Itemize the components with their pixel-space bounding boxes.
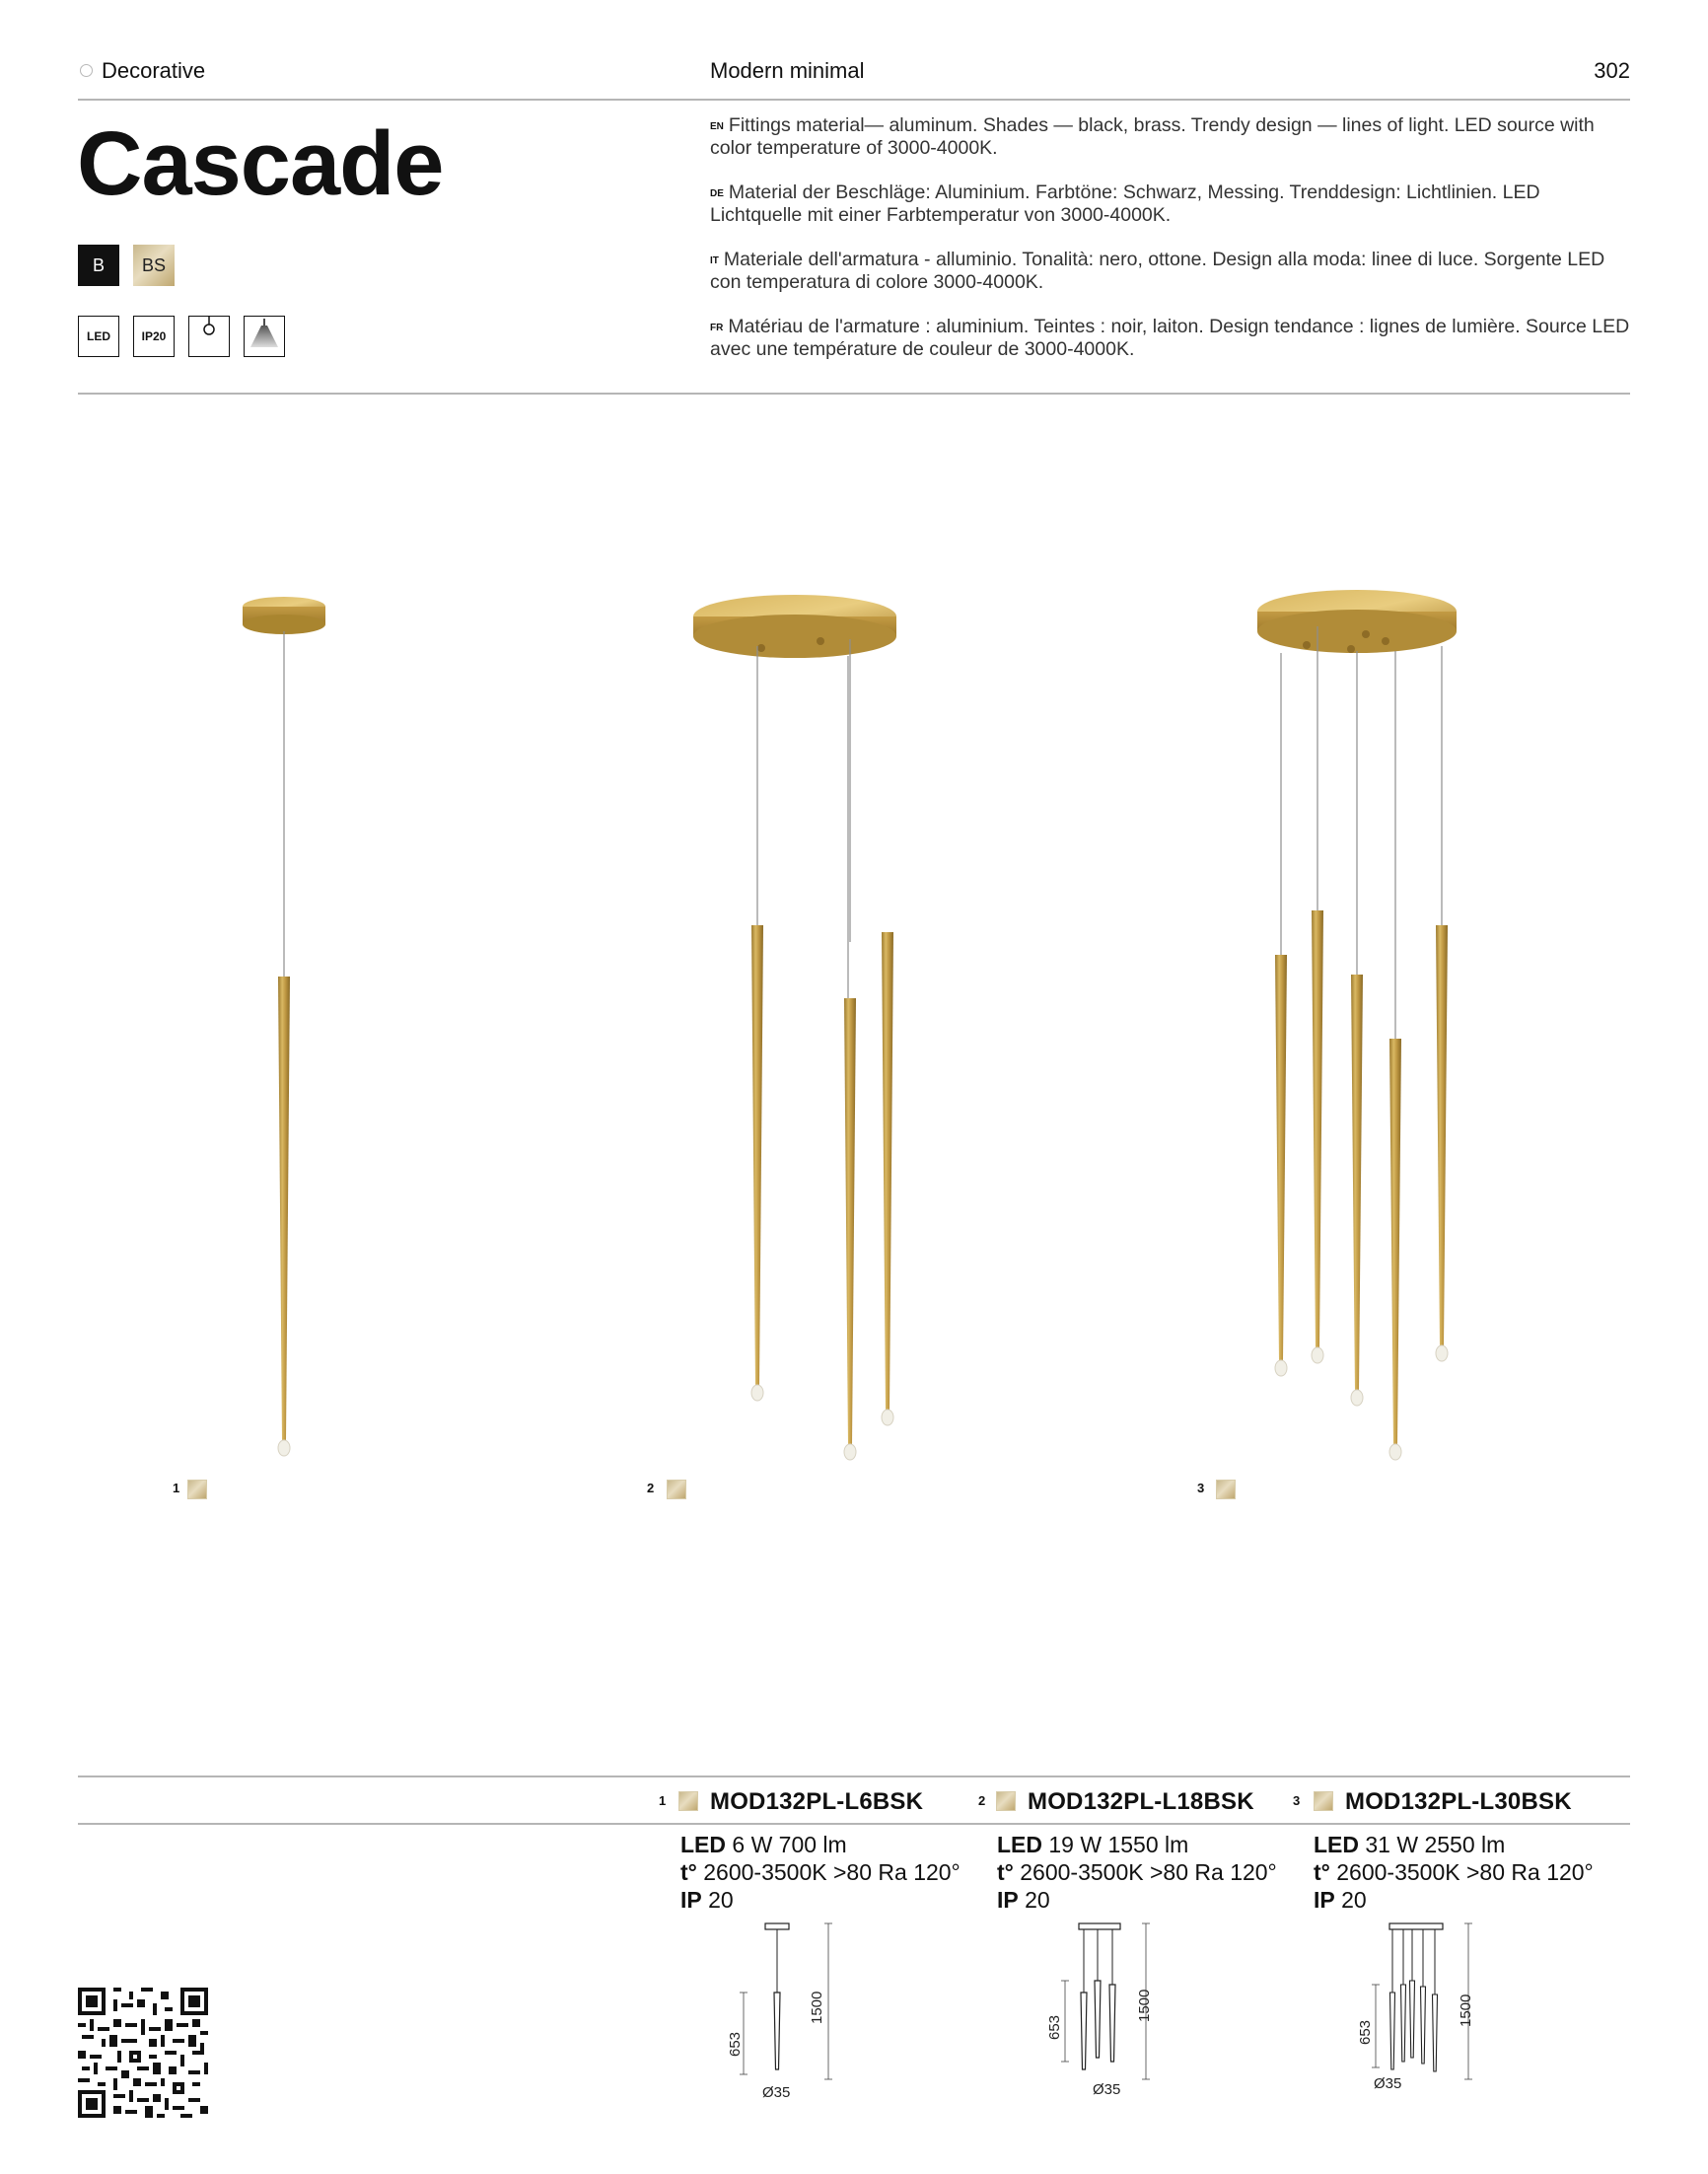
page-number: 302 [1594,58,1630,83]
product-3-dim-diameter: Ø35 [1374,2075,1402,2092]
product-1-temp-row: t° 2600-3500K >80 Ra 120° [680,1859,961,1885]
description-it: $^{IT}$ Materiale dell'armatura - alluminio. Tonalità: nero, ottone. Design alla moda: linee di luce. Sorgente LED con temperatura di colore 3000-4000K. [710,249,1605,293]
lamp-1-photo [243,597,325,1456]
product-2-led-row: LED 19 W 1550 lm [997,1832,1189,1857]
product-2-specs [997,1831,1277,1914]
product-2-dim-diameter: Ø35 [1093,2081,1121,2098]
product-1-led-row: LED 6 W 700 lm [680,1832,847,1857]
photo-3-swatch [1216,1480,1236,1499]
collection-label: Modern minimal [710,58,865,83]
description-de: $^{DE}$ Material der Beschläge: Aluminium. Farbtöne: Schwarz, Messing. Trenddesign: Lichtlinien. LED Lichtquelle mit einer Farbtemperatur von 3000-4000K. [710,181,1540,226]
photo-1-index: 1 [173,1481,180,1495]
product-3-dim-drop: 653 [1357,2019,1374,2045]
product-1-swatch [678,1791,698,1811]
product-3-ip-row: IP 20 [1314,1887,1367,1913]
product-2-swatch [996,1791,1016,1811]
product-3-index: 3 [1293,1793,1301,1808]
product-2-temp-row: t° 2600-3500K >80 Ra 120° [997,1859,1277,1885]
photo-2-index: 2 [647,1481,655,1495]
product-3-dim-height: 1500 [1458,1993,1474,2027]
description-en: $^{EN}$ Fittings material— aluminum. Shades — black, brass. Trendy design — lines of light. LED source with color temperature of 3000-4000K. [710,114,1595,159]
product-3-model: MOD132PL-L30BSK [1345,1788,1572,1815]
product-1-dim-height: 1500 [809,1991,825,2024]
product-3-swatch [1314,1791,1333,1811]
product-2-model: MOD132PL-L18BSK [1028,1788,1254,1815]
product-2-dim-height: 1500 [1136,1989,1153,2022]
photo-3-index: 3 [1197,1481,1205,1495]
page-title: Cascade [77,113,444,214]
product-1-ip-row: IP 20 [680,1887,734,1913]
product-photos [0,552,1708,1499]
photo-2-swatch [667,1480,686,1499]
product-1-dim-drop: 653 [727,2031,744,2057]
product-1-model: MOD132PL-L6BSK [710,1788,924,1815]
product-3-led-row: LED 31 W 2550 lm [1314,1832,1506,1857]
product-3-temp-row: t° 2600-3500K >80 Ra 120° [1314,1859,1594,1885]
lamp-3-photo [1257,590,1457,1460]
photo-1-swatch [187,1480,207,1499]
product-2-dim-drop: 653 [1046,2014,1063,2040]
product-1-dimension-drawing [730,1921,848,2109]
ip20-feature-icon: IP20 [133,316,175,357]
intro-rule [78,393,1630,395]
product-2-ip-row: IP 20 [997,1887,1050,1913]
product-3-specs [1314,1831,1594,1914]
pendant-mount-icon [188,316,230,357]
category-label: Decorative [102,58,206,83]
swatch-brass[interactable]: BS [133,245,175,286]
category-dot-icon [80,64,93,77]
header-rule [78,99,1630,101]
led-feature-icon: LED [78,316,119,357]
product-2-index: 2 [978,1793,986,1808]
table-mid-rule [78,1823,1630,1825]
product-1-index: 1 [659,1793,667,1808]
swatch-black[interactable]: B [78,245,119,286]
product-1-dim-diameter: Ø35 [762,2084,791,2101]
description-fr: $^{FR}$ Matériau de l'armature : aluminium. Teintes : noir, laiton. Design tendance : lignes de lumière. Source LED avec une température de couleur de 3000-4000K. [710,316,1630,360]
lamp-2-photo [693,595,896,1460]
table-top-rule [78,1775,1630,1777]
product-1-specs [680,1831,961,1914]
light-beam-icon [244,316,285,357]
qr-code-icon[interactable] [78,1988,208,2118]
